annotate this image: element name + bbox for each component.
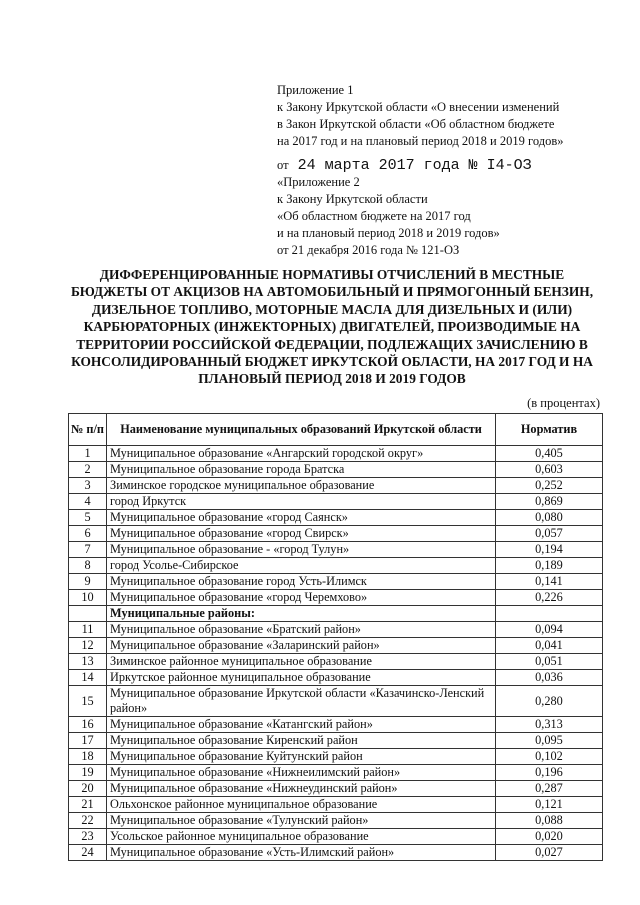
- row-number: 5: [69, 510, 107, 526]
- row-name: Муниципальное образование «Братский район»: [107, 622, 496, 638]
- row-value: 0,141: [496, 574, 603, 590]
- row-value: [496, 606, 603, 622]
- row-value: 0,094: [496, 622, 603, 638]
- row-name: Муниципальное образование «Нижнеилимский район»: [107, 765, 496, 781]
- row-number: 14: [69, 670, 107, 686]
- row-value: 0,189: [496, 558, 603, 574]
- row-name: Муниципальное образование Иркутской области «Казачинско-Ленский район»: [107, 686, 496, 717]
- row-value: 0,095: [496, 733, 603, 749]
- header-name: Наименование муниципальных образований Иркутской области: [107, 414, 496, 446]
- row-name: Усольское районное муниципальное образование: [107, 829, 496, 845]
- header-number: № п/п: [69, 414, 107, 446]
- row-number: [69, 606, 107, 622]
- table-row: [69, 670, 603, 686]
- row-number: 20: [69, 781, 107, 797]
- table-row: [69, 797, 603, 813]
- row-value: 0,121: [496, 797, 603, 813]
- table-row: [69, 494, 603, 510]
- annex-line: и на плановый период 2018 и 2019 годов»: [277, 226, 500, 240]
- stamp-text: 24 марта 2017 года № I4-ОЗ: [297, 157, 532, 174]
- row-name: Муниципальное образование города Братска: [107, 462, 496, 478]
- row-name: Муниципальное образование Куйтунский район: [107, 749, 496, 765]
- row-value: 0,051: [496, 654, 603, 670]
- row-number: 16: [69, 717, 107, 733]
- annex-line: «Приложение 2: [277, 175, 360, 189]
- row-name: Иркутское районное муниципальное образование: [107, 670, 496, 686]
- row-number: 7: [69, 542, 107, 558]
- header-norm: Норматив: [496, 414, 603, 446]
- row-value: 0,313: [496, 717, 603, 733]
- row-value: 0,280: [496, 686, 603, 717]
- row-number: 11: [69, 622, 107, 638]
- row-number: 2: [69, 462, 107, 478]
- units-note: (в процентах): [527, 396, 600, 410]
- row-name: Муниципальное образование «город Свирск»: [107, 526, 496, 542]
- row-value: 0,226: [496, 590, 603, 606]
- row-value: 0,088: [496, 813, 603, 829]
- table-row: [69, 717, 603, 733]
- table-row: [69, 654, 603, 670]
- table-row: [69, 590, 603, 606]
- annex-line: к Закону Иркутской области «О внесении изменений: [277, 100, 560, 114]
- table-row: [69, 781, 603, 797]
- table-row: [69, 558, 603, 574]
- table-row: [69, 542, 603, 558]
- row-name: Муниципальное образование «Заларинский район»: [107, 638, 496, 654]
- table-row: [69, 510, 603, 526]
- row-name: Муниципальное образование Киренский район: [107, 733, 496, 749]
- row-value: 0,041: [496, 638, 603, 654]
- annex-line: от 21 декабря 2016 года № 121-ОЗ: [277, 243, 460, 257]
- table-row: [69, 526, 603, 542]
- table-row: [69, 749, 603, 765]
- row-name: Муниципальное образование «Нижнеудинский район»: [107, 781, 496, 797]
- row-number: 1: [69, 446, 107, 462]
- row-number: 21: [69, 797, 107, 813]
- table-row: [69, 574, 603, 590]
- row-number: 8: [69, 558, 107, 574]
- row-name: Муниципальное образование «город Черемхово»: [107, 590, 496, 606]
- table-row: [69, 813, 603, 829]
- row-number: 6: [69, 526, 107, 542]
- row-number: 22: [69, 813, 107, 829]
- row-name: Ольхонское районное муниципальное образование: [107, 797, 496, 813]
- section-row: [69, 606, 603, 622]
- law-date-stamp: [277, 155, 563, 176]
- row-name: Муниципальное образование «Тулунский район»: [107, 813, 496, 829]
- table-row: [69, 462, 603, 478]
- row-value: 0,027: [496, 845, 603, 861]
- annex-line: «Об областном бюджете на 2017 год: [277, 209, 471, 223]
- row-name: Муниципальные районы:: [107, 606, 496, 622]
- row-value: 0,057: [496, 526, 603, 542]
- document-title: ДИФФЕРЕНЦИРОВАННЫЕ НОРМАТИВЫ ОТЧИСЛЕНИЙ В МЕСТНЫЕ БЮДЖЕТЫ ОТ АКЦИЗОВ НА АВТОМОБИЛЬНЫЙ И ПРЯМОГОННЫЙ БЕНЗИН, ДИЗЕЛЬНОЕ ТОПЛИВО, МОТОРНЫЕ МАСЛА ДЛЯ ДИЗЕЛЬНЫХ И (ИЛИ) КАРБЮРАТОРНЫХ (ИНЖЕКТОРНЫХ) ДВИГАТЕЛЕЙ, ПРОИЗВОДИМЫЕ НА ТЕРРИТОРИИ РОССИЙСКОЙ ФЕДЕРАЦИИ, ПОДЛЕЖАЩИХ ЗАЧИСЛЕНИЮ В КОНСОЛИДИРОВАННЫЙ БЮДЖЕТ ИРКУТСКОЙ ОБЛАСТИ, НА 2017 ГОД И НА ПЛАНОВЫЙ ПЕРИОД 2018 И 2019 ГОДОВ: [70, 267, 594, 387]
- stamp-prefix: от: [277, 158, 289, 172]
- row-value: 0,405: [496, 446, 603, 462]
- row-value: 0,869: [496, 494, 603, 510]
- row-name: Муниципальное образование «Усть-Илимский район»: [107, 845, 496, 861]
- row-value: 0,102: [496, 749, 603, 765]
- table-header-row: [69, 414, 603, 446]
- row-number: 13: [69, 654, 107, 670]
- table-row: [69, 829, 603, 845]
- norms-table: [68, 413, 603, 861]
- table-row: [69, 845, 603, 861]
- row-value: 0,080: [496, 510, 603, 526]
- row-value: 0,603: [496, 462, 603, 478]
- annex-line: к Закону Иркутской области: [277, 192, 428, 206]
- table-row: [69, 733, 603, 749]
- row-name: Зиминское городское муниципальное образование: [107, 478, 496, 494]
- row-number: 23: [69, 829, 107, 845]
- row-name: Муниципальное образование «Катангский район»: [107, 717, 496, 733]
- row-number: 15: [69, 686, 107, 717]
- row-number: 3: [69, 478, 107, 494]
- table-row: [69, 478, 603, 494]
- table-row: [69, 622, 603, 638]
- row-number: 24: [69, 845, 107, 861]
- annex-line: Приложение 1: [277, 83, 354, 97]
- table-row: [69, 446, 603, 462]
- row-number: 12: [69, 638, 107, 654]
- table-row: [69, 638, 603, 654]
- row-name: Муниципальное образование город Усть-Илимск: [107, 574, 496, 590]
- row-value: 0,196: [496, 765, 603, 781]
- row-name: город Иркутск: [107, 494, 496, 510]
- row-value: 0,020: [496, 829, 603, 845]
- row-name: Муниципальное образование «город Саянск»: [107, 510, 496, 526]
- annex-header: [277, 82, 563, 259]
- row-name: Зиминское районное муниципальное образование: [107, 654, 496, 670]
- row-number: 19: [69, 765, 107, 781]
- row-value: 0,252: [496, 478, 603, 494]
- row-number: 10: [69, 590, 107, 606]
- table-row: [69, 686, 603, 717]
- row-value: 0,036: [496, 670, 603, 686]
- row-number: 4: [69, 494, 107, 510]
- row-value: 0,194: [496, 542, 603, 558]
- row-number: 18: [69, 749, 107, 765]
- row-name: Муниципальное образование - «город Тулун»: [107, 542, 496, 558]
- row-value: 0,287: [496, 781, 603, 797]
- annex-line: на 2017 год и на плановый период 2018 и 2019 годов»: [277, 134, 564, 148]
- row-name: Муниципальное образование «Ангарский городской округ»: [107, 446, 496, 462]
- table-row: [69, 765, 603, 781]
- row-number: 17: [69, 733, 107, 749]
- annex-line: в Закон Иркутской области «Об областном бюджете: [277, 117, 555, 131]
- row-number: 9: [69, 574, 107, 590]
- row-name: город Усолье-Сибирское: [107, 558, 496, 574]
